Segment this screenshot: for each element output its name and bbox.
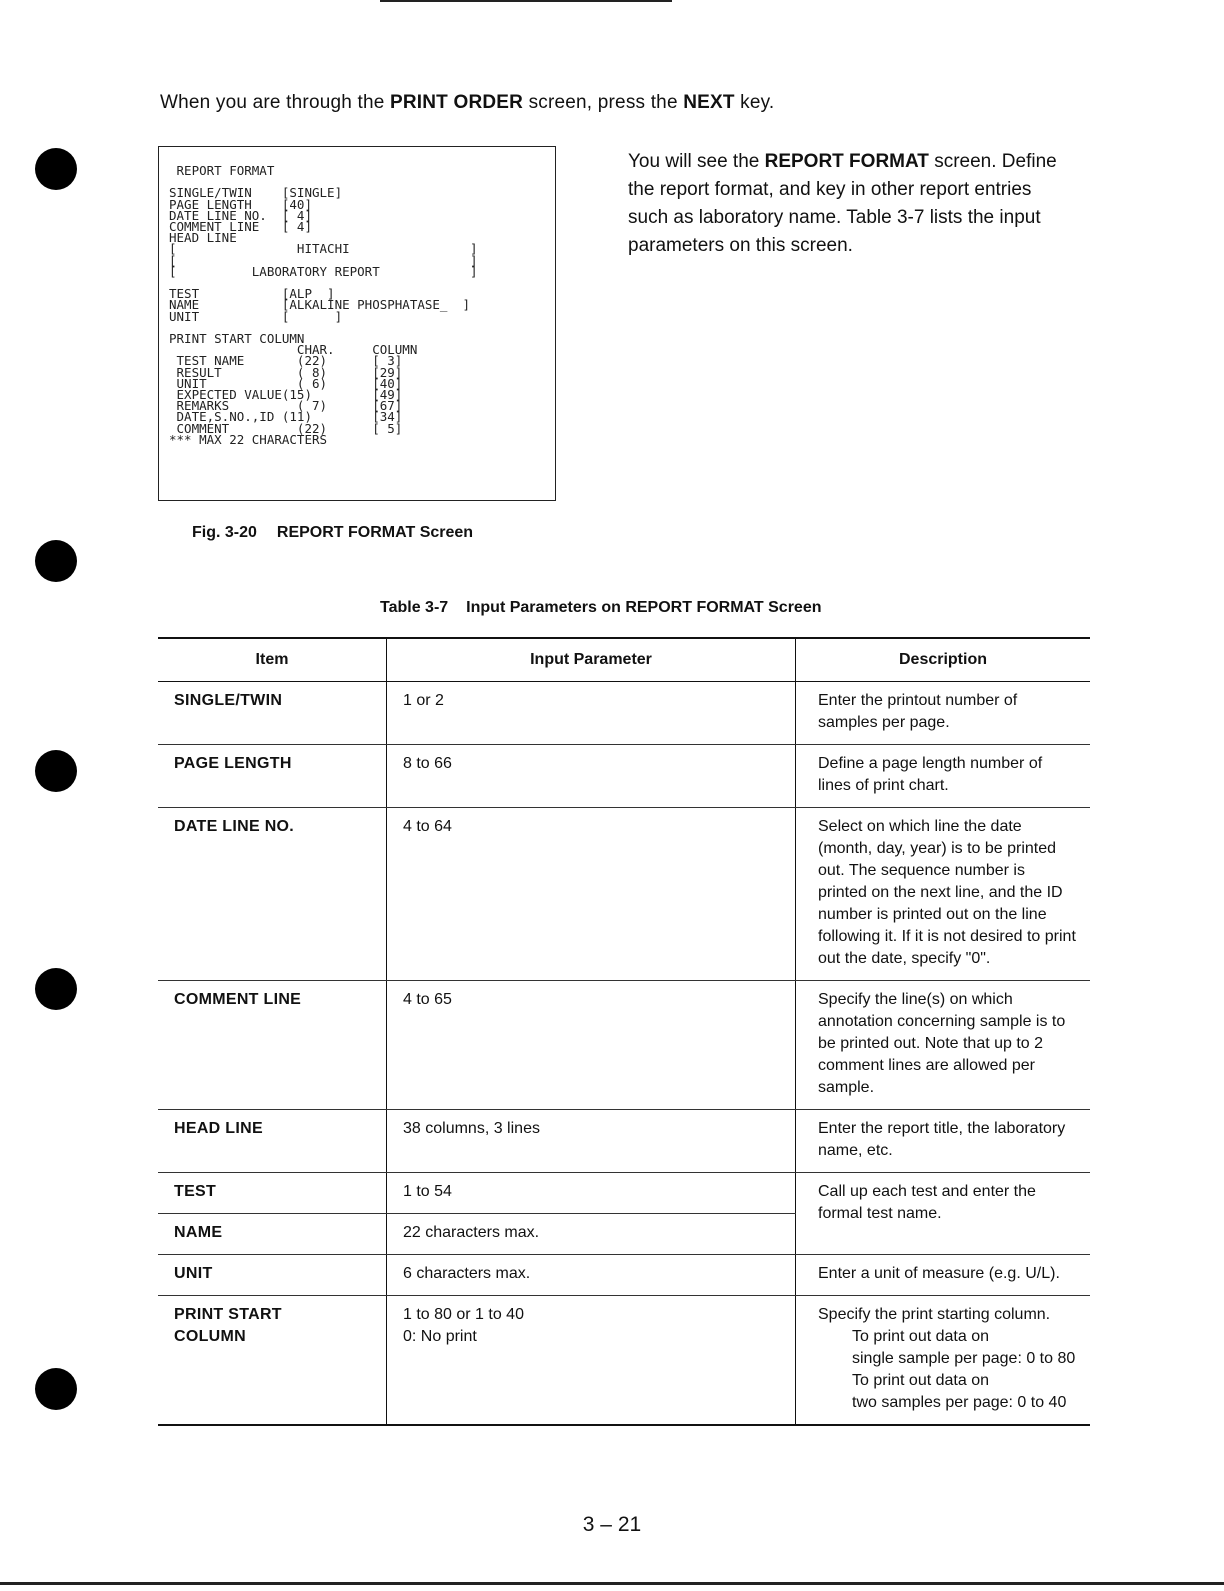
table-caption (380, 599, 822, 617)
figure-number: Fig. 3-20 (192, 524, 257, 541)
screen-line: EXPECTED VALUE(15) [49] (169, 387, 403, 403)
side-description (628, 148, 1058, 260)
binder-hole (35, 750, 77, 792)
item-cell: HEAD LINE (158, 1110, 387, 1173)
item-cell: UNIT (158, 1255, 387, 1296)
screen-line: TEST NAME (22) [ 3] (169, 353, 403, 369)
page-number: 3 – 21 (582, 1513, 642, 1536)
screen-line: REMARKS ( 7) [67] (169, 398, 403, 414)
item-cell: COMMENT LINE (158, 981, 387, 1110)
table-row (158, 981, 1090, 1110)
param-cell (387, 1296, 796, 1426)
intro-sentence (160, 92, 774, 114)
top-rule (380, 0, 672, 2)
screen-line: DATE,S.NO.,ID (11) [34] (169, 409, 403, 425)
screen-line: RESULT ( 8) [29] (169, 364, 403, 380)
screen-line: [ HITACHI ] (169, 241, 478, 257)
header-input-parameter: Input Parameter (387, 638, 796, 682)
binder-hole (35, 1368, 77, 1410)
screen-line: UNIT ( 6) [40] (169, 375, 403, 391)
screen-line: DATE LINE NO. [ 4] (169, 207, 312, 223)
desc-cell: Enter the report title, the laboratory name, etc. (796, 1110, 1091, 1173)
item-cell: PAGE LENGTH (158, 745, 387, 808)
screen-line: COMMENT LINE [ 4] (169, 219, 312, 235)
param-cell: 4 to 65 (387, 981, 796, 1110)
screen-line: UNIT [ ] (169, 308, 343, 324)
screen-line: PAGE LENGTH [40] (169, 196, 312, 212)
table-row (158, 1173, 1090, 1214)
item-line: COLUMN (174, 1328, 247, 1345)
item-cell: TEST (158, 1173, 387, 1214)
param-cell: 4 to 64 (387, 808, 796, 981)
screen-text (169, 165, 478, 445)
table-row (158, 745, 1090, 808)
screen-line: REPORT FORMAT (169, 163, 275, 178)
screen-line: [ LABORATORY REPORT ] (169, 263, 478, 279)
screen-line: PRINT START COLUMN (169, 331, 305, 347)
param-line: 0: No print (403, 1328, 477, 1345)
screen-line: SINGLE/TWIN [SINGLE] (169, 185, 343, 201)
table-title: Input Parameters on REPORT FORMAT Screen (466, 599, 822, 616)
screen-line: CHAR. COLUMN (169, 342, 418, 358)
param-cell: 38 columns, 3 lines (387, 1110, 796, 1173)
screen-line: HEAD LINE (169, 230, 237, 246)
binder-hole (35, 968, 77, 1010)
side-report-format: REPORT FORMAT (764, 151, 929, 172)
desc-line: single sample per page: 0 to 80 (852, 1350, 1076, 1367)
side-text: screen. Define the report format, and key in other report entries such as laboratory name. Table 3-7 lists the input parameters on this screen. (628, 151, 1057, 256)
binder-hole (35, 148, 77, 190)
param-cell: 1 or 2 (387, 682, 796, 745)
figure-title: REPORT FORMAT Screen (276, 524, 474, 541)
desc-line: To print out data on (852, 1372, 989, 1389)
desc-cell: Define a page length number of lines of print chart. (796, 745, 1091, 808)
table-number: Table 3-7 (380, 599, 449, 616)
report-format-screen (158, 146, 556, 501)
bottom-rule (0, 1582, 1224, 1585)
desc-cell: Specify the line(s) on which annotation concerning sample is to be printed out. Note that up to 2 comment lines are allowed per sample. (796, 981, 1091, 1110)
screen-line: TEST [ALP ] (169, 286, 335, 302)
desc-cell (796, 1296, 1091, 1426)
screen-line: *** MAX 22 CHARACTERS (169, 431, 328, 447)
item-cell: NAME (158, 1214, 387, 1255)
desc-cell: Enter the printout number of samples per page. (796, 682, 1091, 745)
desc-line: Specify the print starting column. (818, 1306, 1051, 1323)
header-description: Description (796, 638, 1091, 682)
screen-line: [ ] (169, 252, 478, 268)
item-cell: DATE LINE NO. (158, 808, 387, 981)
table-row (158, 682, 1090, 745)
side-text: You will see the (628, 151, 765, 172)
desc-cell: Select on which line the date (month, day, year) is to be printed out. The sequence number is printed on the next line, and the ID number is printed out on the line following it. If it is not desired to print out the date, specify "0". (796, 808, 1091, 981)
item-cell (158, 1296, 387, 1426)
param-cell: 6 characters max. (387, 1255, 796, 1296)
table-header-row (158, 638, 1090, 682)
param-cell: 8 to 66 (387, 745, 796, 808)
intro-print-order: PRINT ORDER (389, 92, 524, 113)
param-line: 1 to 80 or 1 to 40 (403, 1306, 524, 1323)
figure-caption (192, 524, 473, 542)
parameters-table (158, 637, 1090, 1426)
desc-cell: Call up each test and enter the formal test name. (796, 1173, 1091, 1255)
param-cell: 1 to 54 (387, 1173, 796, 1214)
intro-text: When you are through the (160, 92, 390, 113)
screen-line: COMMENT (22) [ 5] (169, 420, 403, 436)
intro-next-key: NEXT (683, 92, 735, 113)
table-row (158, 1110, 1090, 1173)
table-row (158, 808, 1090, 981)
intro-text: key. (734, 92, 775, 113)
header-item: Item (158, 638, 387, 682)
desc-cell: Enter a unit of measure (e.g. U/L). (796, 1255, 1091, 1296)
item-line: PRINT START (174, 1306, 282, 1323)
table-row (158, 1255, 1090, 1296)
screen-line: NAME [ALKALINE PHOSPHATASE_ ] (169, 297, 471, 313)
binder-hole (35, 540, 77, 582)
intro-text: screen, press the (523, 92, 684, 113)
table-row (158, 1296, 1090, 1426)
desc-line: two samples per page: 0 to 40 (852, 1394, 1067, 1411)
item-cell: SINGLE/TWIN (158, 682, 387, 745)
param-cell: 22 characters max. (387, 1214, 796, 1255)
desc-line: To print out data on (852, 1328, 989, 1345)
